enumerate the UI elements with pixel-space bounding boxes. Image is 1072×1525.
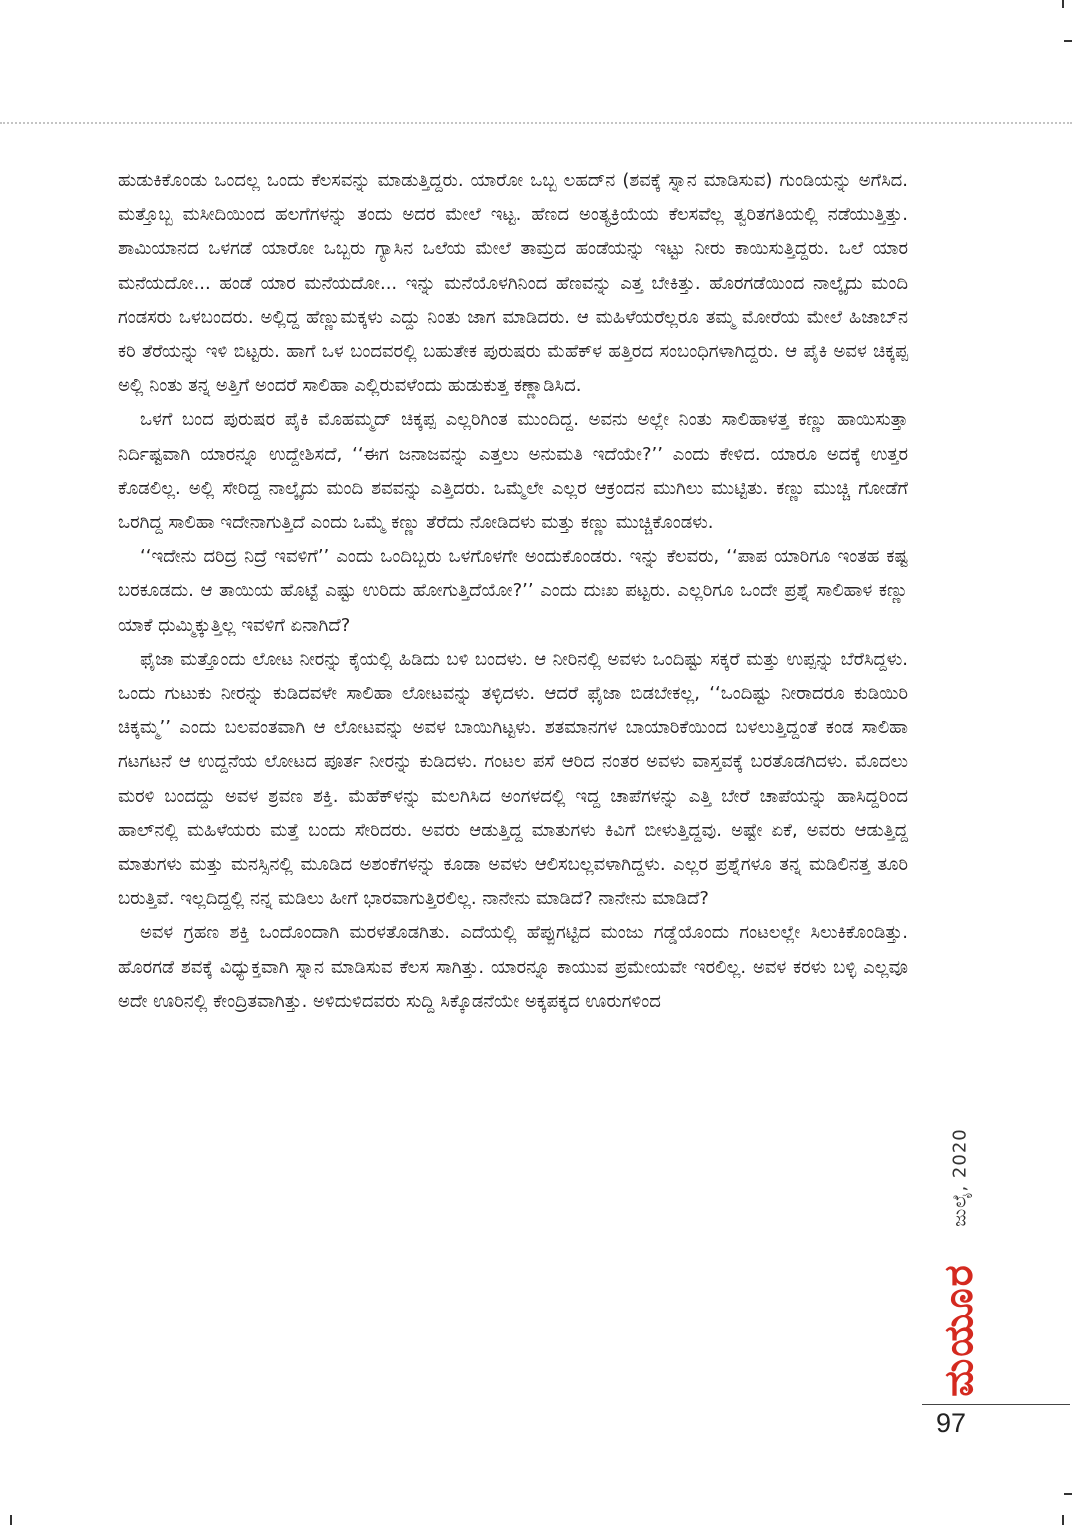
magazine-logo — [930, 1255, 988, 1405]
body-paragraph: ಒಳಗೆ ಬಂದ ಪುರುಷರ ಪೈಕಿ ಮೊಹಮ್ಮದ್ ಚಿಕ್ಕಪ್ಪ ಎಲ್ಲರಿಗಿಂತ ಮುಂದಿದ್ದ. ಅವನು ಅಲ್ಲೇ ನಿಂತು ಸಾಲಿಹಾಳತ್ತ ಕಣ್ಣು ಹಾಯಿಸುತ್ತಾ ನಿರ್ದಿಷ್ಟವಾಗಿ ಯಾರನ್ನೂ ಉದ್ದೇಶಿಸದೆ, ‘‘ಈಗ ಜನಾಜವನ್ನು ಎತ್ತಲು ಅನುಮತಿ ಇದೆಯೇ?’’ ಎಂದು ಕೇಳಿದ. ಯಾರೂ ಅದಕ್ಕೆ ಉತ್ತರ ಕೊಡಲಿಲ್ಲ. ಅಲ್ಲಿ ಸೇರಿದ್ದ ನಾಲ್ಕೈದು ಮಂದಿ ಶವವನ್ನು ಎತ್ತಿದರು. ಒಮ್ಮೆಲೇ ಎಲ್ಲರ ಆಕ್ರಂದನ ಮುಗಿಲು ಮುಟ್ಟಿತು. ಕಣ್ಣು ಮುಚ್ಚಿ ಗೋಡೆಗೆ ಒರಗಿದ್ದ ಸಾಲಿಹಾ ಇದೇನಾಗುತ್ತಿದೆ ಎಂದು ಒಮ್ಮೆ ಕಣ್ಣು ತೆರೆದು ನೋಡಿದಳು ಮತ್ತು ಕಣ್ಣು ಮುಚ್ಚಿಕೊಂಡಳು. — [118, 409, 908, 534]
body-paragraph: ‘‘ಇದೇನು ದರಿದ್ರ ನಿದ್ರೆ ಇವಳಿಗೆ’’ ಎಂದು ಒಂದಿಬ್ಬರು ಒಳಗೊಳಗೇ ಅಂದುಕೊಂಡರು. ಇನ್ನು ಕೆಲವರು, ‘‘ಪಾಪ ಯಾರಿಗೂ ಇಂತಹ ಕಷ್ಟ ಬರಕೂಡದು. ಆ ತಾಯಿಯ ಹೊಟ್ಟೆ ಎಷ್ಟು ಉರಿದು ಹೋಗುತ್ತಿದೆಯೋ?’’ ಎಂದು ದುಃಖ ಪಟ್ಟರು. ಎಲ್ಲರಿಗೂ ಒಂದೇ ಪ್ರಶ್ನೆ ಸಾಲಿಹಾಳ ಕಣ್ಣು ಯಾಕೆ ಧುಮ್ಮಿಕ್ಕುತ್ತಿಲ್ಲ ಇವಳಿಗೆ ಏನಾಗಿದೆ? — [118, 546, 908, 636]
issue-date-text: ಜುಲೈ, 2020 — [949, 1127, 971, 1227]
body-paragraph: ಫೈಜಾ ಮತ್ತೊಂದು ಲೋಟ ನೀರನ್ನು ಕೈಯಲ್ಲಿ ಹಿಡಿದು ಬಳಿ ಬಂದಳು. ಆ ನೀರಿನಲ್ಲಿ ಅವಳು ಒಂದಿಷ್ಟು ಸಕ್ಕರೆ ಮತ್ತು ಉಪ್ಪನ್ನು ಬೆರೆಸಿದ್ದಳು. ಒಂದು ಗುಟುಕು ನೀರನ್ನು ಕುಡಿದವಳೇ ಸಾಲಿಹಾ ಲೋಟವನ್ನು ತಳ್ಳಿದಳು. ಆದರೆ ಫೈಜಾ ಬಿಡಬೇಕಲ್ಲ, ‘‘ಒಂದಿಷ್ಟು ನೀರಾದರೂ ಕುಡಿಯಿರಿ ಚಿಕ್ಕಮ್ಮ’’ ಎಂದು ಬಲವಂತವಾಗಿ ಆ ಲೋಟವನ್ನು ಅವಳ ಬಾಯಿಗಿಟ್ಟಳು. ಶತಮಾನಗಳ ಬಾಯಾರಿಕೆಯಿಂದ ಬಳಲುತ್ತಿದ್ದಂತೆ ಕಂಡ ಸಾಲಿಹಾ ಗಟಗಟನೆ ಆ ಉದ್ದನೆಯ ಲೋಟದ ಪೂರ್ತ ನೀರನ್ನು ಕುಡಿದಳು. ಗಂಟಲ ಪಸೆ ಆರಿದ ನಂತರ ಅವಳು ವಾಸ್ತವಕ್ಕೆ ಬರತೊಡಗಿದಳು. ಮೊದಲು ಮರಳಿ ಬಂದದ್ದು ಅವಳ ಶ್ರವಣ ಶಕ್ತಿ. ಮೆಹೆಕ್‌ಳನ್ನು ಮಲಗಿಸಿದ ಅಂಗಳದಲ್ಲಿ ಇದ್ದ ಚಾಪೆಗಳನ್ನು ಎತ್ತಿ ಬೇರೆ ಚಾಪೆಯನ್ನು ಹಾಸಿದ್ದರಿಂದ ಹಾಲ್‌ನಲ್ಲಿ ಮಹಿಳೆಯರು ಮತ್ತೆ ಬಂದು ಸೇರಿದರು. ಅವರು ಆಡುತ್ತಿದ್ದ ಮಾತುಗಳು ಕಿವಿಗೆ ಬೀಳುತ್ತಿದ್ದವು. ಅಷ್ಟೇ ಏಕೆ, ಅವರು ಆಡುತ್ತಿದ್ದ ಮಾತುಗಳು ಮತ್ತು ಮನಸ್ಸಿನಲ್ಲಿ ಮೂಡಿದ ಅಶಂಕೆಗಳನ್ನು ಕೂಡಾ ಅವಳು ಆಲಿಸಬಲ್ಲವಳಾಗಿದ್ದಳು. ಎಲ್ಲರ ಪ್ರಶ್ನೆಗಳೂ ತನ್ನ ಮಡಿಲಿನತ್ತ ತೂರಿ ಬರುತ್ತಿವೆ. ಇಲ್ಲದಿದ್ದಲ್ಲಿ ನನ್ನ ಮಡಿಲು ಹೀಗೆ ಭಾರವಾಗುತ್ತಿರಲಿಲ್ಲ. ನಾನೇನು ಮಾಡಿದೆ? ನಾನೇನು ಮಾಡಿದೆ? — [118, 648, 908, 910]
crop-mark-top-right-side — [1064, 40, 1072, 42]
body-paragraph: ಹುಡುಕಿಕೊಂಡು ಒಂದಲ್ಲ ಒಂದು ಕೆಲಸವನ್ನು ಮಾಡುತ್ತಿದ್ದರು. ಯಾರೋ ಒಬ್ಬ ಲಹದ್‌ನ (ಶವಕ್ಕೆ ಸ್ನಾನ ಮಾಡಿಸುವ) ಗುಂಡಿಯನ್ನು ಅಗೆಸಿದ. ಮತ್ತೊಬ್ಬ ಮಸೀದಿಯಿಂದ ಹಲಗೆಗಳನ್ನು ತಂದು ಅದರ ಮೇಲೆ ಇಟ್ಟ. ಹೆಣದ ಅಂತ್ಯಕ್ರಿಯೆಯ ಕೆಲಸವೆಲ್ಲ ತ್ವರಿತಗತಿಯಲ್ಲಿ ನಡೆಯುತ್ತಿತ್ತು. ಶಾಮಿಯಾನದ ಒಳಗಡೆ ಯಾರೋ ಒಬ್ಬರು ಗ್ಯಾಸಿನ ಒಲೆಯ ಮೇಲೆ ತಾಮ್ರದ ಹಂಡೆಯನ್ನು ಇಟ್ಟು ನೀರು ಕಾಯಿಸುತ್ತಿದ್ದರು. ಒಲೆ ಯಾರ ಮನೆಯದೋ... ಹಂಡೆ ಯಾರ ಮನೆಯದೋ... ಇನ್ನು ಮನೆಯೊಳಗಿನಿಂದ ಹೆಣವನ್ನು ಎತ್ತ ಬೇಕಿತ್ತು. ಹೊರಗಡೆಯಿಂದ ನಾಲ್ಕೈದು ಮಂದಿ ಗಂಡಸರು ಒಳಬಂದರು. ಅಲ್ಲಿದ್ದ ಹೆಣ್ಣುಮಕ್ಕಳು ಎದ್ದು ನಿಂತು ಜಾಗ ಮಾಡಿದರು. ಆ ಮಹಿಳೆಯರೆಲ್ಲರೂ ತಮ್ಮ ಮೋರೆಯ ಮೇಲೆ ಹಿಜಾಬ್‌ನ ಕರಿ ತೆರೆಯನ್ನು ಇಳಿ ಬಿಟ್ಟರು. ಹಾಗೆ ಒಳ ಬಂದವರಲ್ಲಿ ಬಹುತೇಕ ಪುರುಷರು ಮೆಹೆಕ್‌ಳ ಹತ್ತಿರದ ಸಂಬಂಧಿಗಳಾಗಿದ್ದರು. ಆ ಪೈಕಿ ಅವಳ ಚಿಕ್ಕಪ್ಪ ಅಲ್ಲಿ ನಿಂತು ತನ್ನ ಅತ್ತಿಗೆ ಅಂದರೆ ಸಾಲಿಹಾ ಎಲ್ಲಿರುವಳೆಂದು ಹುಡುಕುತ್ತ ಕಣ್ಣಾಡಿಸಿದ. — [118, 170, 908, 397]
folio-rule — [922, 1404, 1070, 1405]
crop-mark-bottom-right-vertical — [1062, 1515, 1064, 1525]
crop-mark-top-right — [1062, 0, 1064, 8]
crop-mark-bottom-right — [1064, 1493, 1072, 1495]
issue-date — [940, 1112, 980, 1242]
magazine-logo-text: ಮಯೂರ — [936, 1263, 982, 1397]
header-dotted-rule — [0, 122, 1072, 124]
page-number: 97 — [936, 1408, 967, 1438]
body-paragraph: ಅವಳ ಗ್ರಹಣ ಶಕ್ತಿ ಒಂದೊಂದಾಗಿ ಮರಳತೊಡಗಿತು. ಎದೆಯಲ್ಲಿ ಹೆಪ್ಪುಗಟ್ಟಿದ ಮಂಜು ಗಡ್ಡೆಯೊಂದು ಗಂಟಲಲ್ಲೇ ಸಿಲುಕಿಕೊಂಡಿತ್ತು. ಹೊರಗಡೆ ಶವಕ್ಕೆ ವಿಧ್ಯುಕ್ತವಾಗಿ ಸ್ನಾನ ಮಾಡಿಸುವ ಕೆಲಸ ಸಾಗಿತ್ತು. ಯಾರನ್ನೂ ಕಾಯುವ ಪ್ರಮೇಯವೇ ಇರಲಿಲ್ಲ. ಅವಳ ಕರಳು ಬಳ್ಳಿ ಎಲ್ಲವೂ ಅದೇ ಊರಿನಲ್ಲಿ ಕೇಂದ್ರಿತವಾಗಿತ್ತು. ಅಳಿದುಳಿದವರು ಸುದ್ದಿ ಸಿಕ್ಕೊಡನೆಯೇ ಅಕ್ಕಪಕ್ಕದ ಊರುಗಳಿಂದ — [118, 922, 908, 1012]
crop-mark-bottom-left — [10, 1515, 12, 1525]
story-text-column — [118, 164, 908, 1019]
